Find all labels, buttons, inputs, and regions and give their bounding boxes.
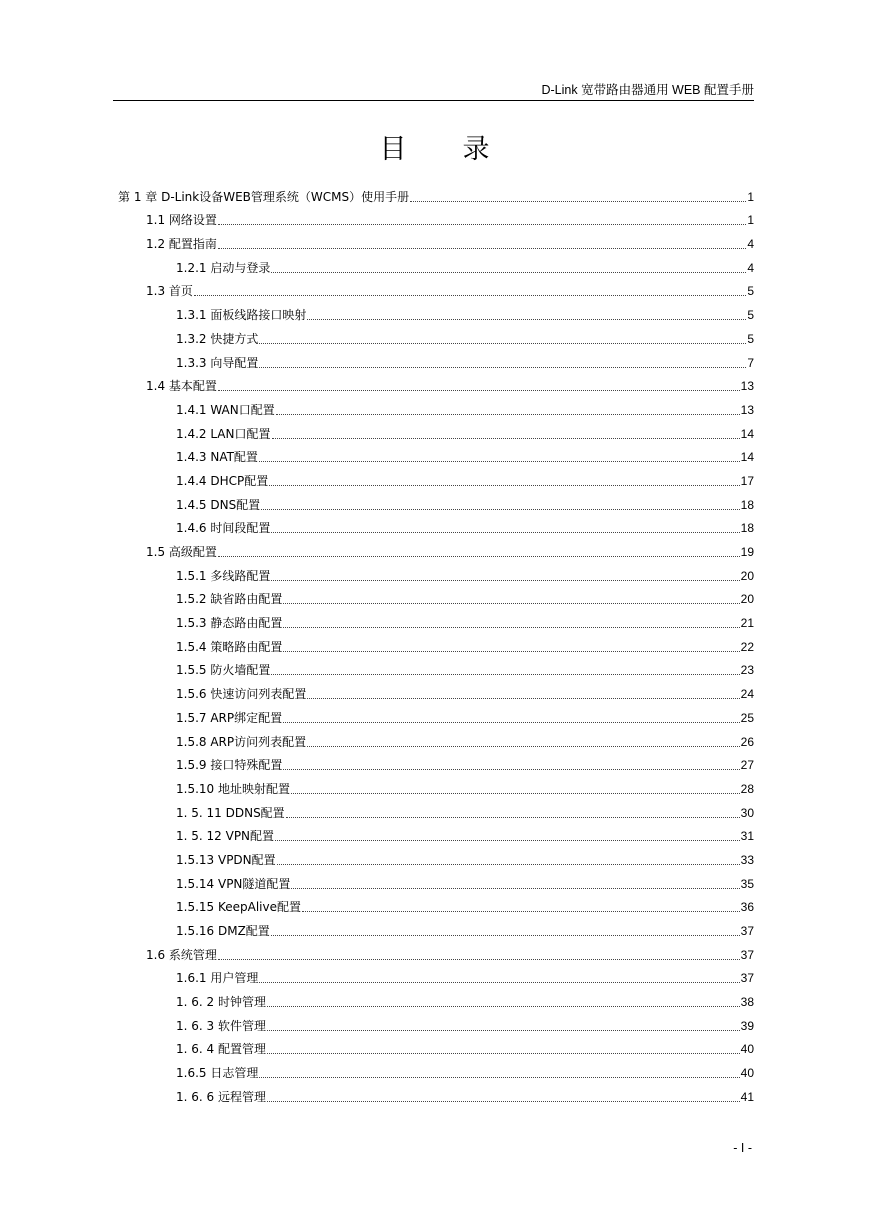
toc-entry-label: 1.5.4 策略路由配置 — [176, 639, 283, 654]
toc-dot-leader — [218, 390, 740, 391]
toc-entry[interactable] — [118, 418, 754, 442]
toc-dot-leader — [271, 674, 739, 675]
toc-entry[interactable] — [118, 1057, 754, 1081]
toc-dot-leader — [271, 272, 746, 273]
toc-entry[interactable] — [118, 347, 754, 371]
toc-entry[interactable] — [118, 1081, 754, 1105]
toc-entry-label: 1.4.1 WAN口配置 — [176, 402, 275, 417]
running-header: D-Link 宽带路由器通用 WEB 配置手册 — [541, 83, 754, 97]
toc-dot-leader — [271, 580, 739, 581]
toc-entry[interactable] — [118, 536, 754, 560]
toc-entry-page: 5 — [747, 284, 754, 299]
toc-entry-label: 1.5.1 多线路配置 — [176, 568, 271, 583]
toc-entry-label: 1.5.13 VPDN配置 — [176, 852, 276, 867]
toc-entry[interactable] — [118, 939, 754, 963]
toc-entry[interactable] — [118, 844, 754, 868]
toc-entry-page: 41 — [740, 1089, 754, 1104]
toc-entry-label: 1.5.3 静态路由配置 — [176, 616, 283, 631]
toc-dot-leader — [259, 343, 746, 344]
toc-entry-label: 1.5.10 地址映射配置 — [176, 781, 290, 796]
toc-entry-page: 19 — [740, 545, 754, 559]
toc-entry-page: 37 — [740, 971, 754, 986]
toc-dot-leader — [271, 935, 740, 936]
toc-dot-leader — [275, 840, 740, 841]
toc-entry-page: 20 — [740, 592, 754, 607]
toc-entry-label: 1.4.4 DHCP配置 — [176, 473, 269, 488]
toc-entry-page: 31 — [740, 829, 754, 844]
toc-dot-leader — [218, 248, 746, 249]
toc-entry[interactable] — [118, 868, 754, 892]
toc-entry-page: 24 — [740, 687, 754, 702]
toc-entry[interactable] — [118, 915, 754, 939]
toc-entry-label: 1.6 系统管理 — [146, 947, 217, 962]
toc-dot-leader — [283, 722, 740, 723]
toc-entry-page: 20 — [740, 568, 754, 583]
toc-entry-page: 14 — [740, 426, 754, 441]
toc-entry-page: 40 — [740, 1066, 754, 1081]
toc-entry-page: 5 — [747, 308, 754, 323]
page-number: - I - — [733, 1141, 752, 1155]
toc-entry[interactable] — [118, 726, 754, 750]
toc-entry-page: 37 — [740, 947, 754, 962]
toc-entry-label: 1.5.6 快速访问列表配置 — [176, 687, 307, 702]
toc-entry[interactable] — [118, 228, 754, 252]
toc-entry[interactable] — [118, 323, 754, 347]
toc-entry-page: 28 — [740, 781, 754, 796]
toc-dot-leader — [283, 627, 739, 628]
toc-entry-label: 1.6.5 日志管理 — [176, 1066, 259, 1081]
toc-entry[interactable] — [118, 773, 754, 797]
toc-entry[interactable] — [118, 986, 754, 1010]
toc-dot-leader — [218, 959, 740, 960]
table-of-contents — [118, 181, 754, 1105]
toc-entry[interactable] — [118, 678, 754, 702]
toc-dot-leader — [276, 414, 740, 415]
toc-entry-page: 21 — [740, 616, 754, 631]
toc-entry-label: 1.5.2 缺省路由配置 — [176, 592, 283, 607]
toc-entry-page: 18 — [740, 521, 754, 536]
toc-entry[interactable] — [118, 442, 754, 466]
toc-entry-page: 35 — [740, 876, 754, 891]
toc-entry[interactable] — [118, 489, 754, 513]
toc-entry-label: 1.3.2 快捷方式 — [176, 331, 259, 346]
toc-entry-label: 1.5.15 KeepAlive配置 — [176, 900, 301, 915]
toc-entry-label: 1.4.6 时间段配置 — [176, 521, 271, 536]
toc-entry-page: 14 — [740, 450, 754, 465]
toc-dot-leader — [194, 295, 746, 296]
toc-dot-leader — [410, 201, 746, 202]
toc-dot-leader — [259, 367, 746, 368]
toc-dot-leader — [302, 911, 740, 912]
toc-entry-page: 39 — [740, 1018, 754, 1033]
toc-entry-label: 1.5.9 接口特殊配置 — [176, 758, 283, 773]
toc-entry[interactable] — [118, 702, 754, 726]
toc-dot-leader — [271, 532, 739, 533]
toc-entry-page: 4 — [747, 237, 754, 252]
toc-entry-page: 33 — [740, 852, 754, 867]
toc-entry-label: 1.4.3 NAT配置 — [176, 450, 258, 465]
toc-entry-label: 第 1 章 D-Link设备WEB管理系统（WCMS）使用手册 — [118, 189, 410, 204]
toc-entry-page: 37 — [740, 924, 754, 938]
toc-entry-page: 36 — [740, 900, 754, 915]
toc-entry-page: 5 — [747, 331, 754, 346]
toc-entry-label: 1.5 高级配置 — [146, 545, 217, 559]
toc-dot-leader — [283, 651, 739, 652]
toc-entry-label: 1.3.3 向导配置 — [176, 355, 259, 370]
toc-entry-label: 1. 5. 11 DDNS配置 — [176, 805, 285, 820]
toc-entry[interactable] — [118, 1010, 754, 1034]
toc-entry[interactable] — [118, 797, 754, 821]
toc-dot-leader — [267, 1101, 740, 1102]
toc-entry-page: 23 — [740, 663, 754, 678]
toc-dot-leader — [307, 746, 740, 747]
toc-entry[interactable] — [118, 560, 754, 584]
toc-dot-leader — [307, 698, 739, 699]
page-title: 目录 — [379, 134, 546, 165]
toc-dot-leader — [277, 864, 740, 865]
toc-entry[interactable] — [118, 821, 754, 845]
toc-entry-label: 1. 5. 12 VPN配置 — [176, 829, 275, 844]
toc-entry[interactable] — [118, 252, 754, 276]
toc-dot-leader — [261, 509, 739, 510]
toc-entry-page: 18 — [740, 497, 754, 512]
toc-entry[interactable] — [118, 371, 754, 395]
toc-entry[interactable] — [118, 181, 754, 205]
toc-entry-label: 1.2.1 启动与登录 — [176, 260, 271, 275]
toc-entry-page: 25 — [740, 710, 754, 725]
toc-entry[interactable] — [118, 394, 754, 418]
toc-entry-label: 1. 6. 3 软件管理 — [176, 1018, 266, 1033]
toc-entry-label: 1.4 基本配置 — [146, 379, 217, 394]
toc-entry-label: 1.4.5 DNS配置 — [176, 497, 261, 512]
toc-dot-leader — [259, 1077, 739, 1078]
toc-dot-leader — [291, 793, 740, 794]
header-divider — [113, 100, 754, 101]
toc-entry[interactable] — [118, 1034, 754, 1058]
toc-entry-label: 1. 6. 6 远程管理 — [176, 1089, 266, 1104]
toc-entry[interactable] — [118, 465, 754, 489]
toc-entry-page: 38 — [740, 995, 754, 1010]
toc-entry[interactable] — [118, 299, 754, 323]
toc-entry[interactable] — [118, 607, 754, 631]
toc-entry-label: 1.4.2 LAN口配置 — [176, 426, 271, 441]
toc-dot-leader — [283, 603, 739, 604]
toc-entry-page: 17 — [740, 473, 754, 488]
toc-entry-label: 1.5.5 防火墙配置 — [176, 663, 271, 678]
toc-entry[interactable] — [118, 584, 754, 608]
toc-entry-label: 1.6.1 用户管理 — [176, 971, 259, 986]
toc-dot-leader — [259, 461, 740, 462]
toc-entry[interactable] — [118, 513, 754, 537]
toc-entry-page: 7 — [747, 355, 754, 370]
toc-dot-leader — [269, 485, 739, 486]
toc-entry-label: 1.3 首页 — [146, 284, 193, 299]
toc-entry[interactable] — [118, 750, 754, 774]
toc-entry-label: 1.5.7 ARP绑定配置 — [176, 710, 283, 725]
toc-dot-leader — [267, 1030, 740, 1031]
toc-dot-leader — [259, 982, 739, 983]
toc-entry-label: 1. 6. 4 配置管理 — [176, 1042, 266, 1057]
toc-entry-label: 1.2 配置指南 — [146, 237, 217, 252]
toc-entry[interactable] — [118, 631, 754, 655]
toc-entry-page: 26 — [740, 734, 754, 749]
toc-entry-page: 30 — [740, 805, 754, 820]
toc-entry-label: 1. 6. 2 时钟管理 — [176, 995, 266, 1010]
toc-entry-page: 13 — [740, 402, 754, 417]
toc-dot-leader — [267, 1053, 740, 1054]
toc-entry-label: 1.5.14 VPN隧道配置 — [176, 876, 291, 891]
toc-entry[interactable] — [118, 963, 754, 987]
toc-entry-label: 1.5.8 ARP访问列表配置 — [176, 734, 307, 749]
toc-entry[interactable] — [118, 205, 754, 229]
toc-dot-leader — [267, 1006, 740, 1007]
toc-entry-page: 1 — [747, 189, 754, 204]
toc-entry-label: 1.5.16 DMZ配置 — [176, 924, 270, 938]
toc-entry-label: 1.1 网络设置 — [146, 213, 217, 228]
toc-entry[interactable] — [118, 276, 754, 300]
toc-dot-leader — [283, 769, 739, 770]
toc-entry[interactable] — [118, 655, 754, 679]
toc-entry[interactable] — [118, 892, 754, 916]
toc-dot-leader — [286, 817, 740, 818]
toc-dot-leader — [272, 438, 740, 439]
toc-dot-leader — [307, 319, 746, 320]
toc-dot-leader — [291, 888, 739, 889]
toc-dot-leader — [218, 556, 740, 557]
toc-entry-page: 4 — [747, 260, 754, 275]
toc-entry-page: 13 — [740, 379, 754, 394]
toc-entry-label: 1.3.1 面板线路接口映射 — [176, 308, 307, 323]
toc-entry-page: 22 — [740, 639, 754, 654]
toc-entry-page: 27 — [740, 758, 754, 773]
toc-dot-leader — [218, 224, 746, 225]
toc-entry-page: 40 — [740, 1042, 754, 1057]
toc-entry-page: 1 — [747, 213, 754, 228]
